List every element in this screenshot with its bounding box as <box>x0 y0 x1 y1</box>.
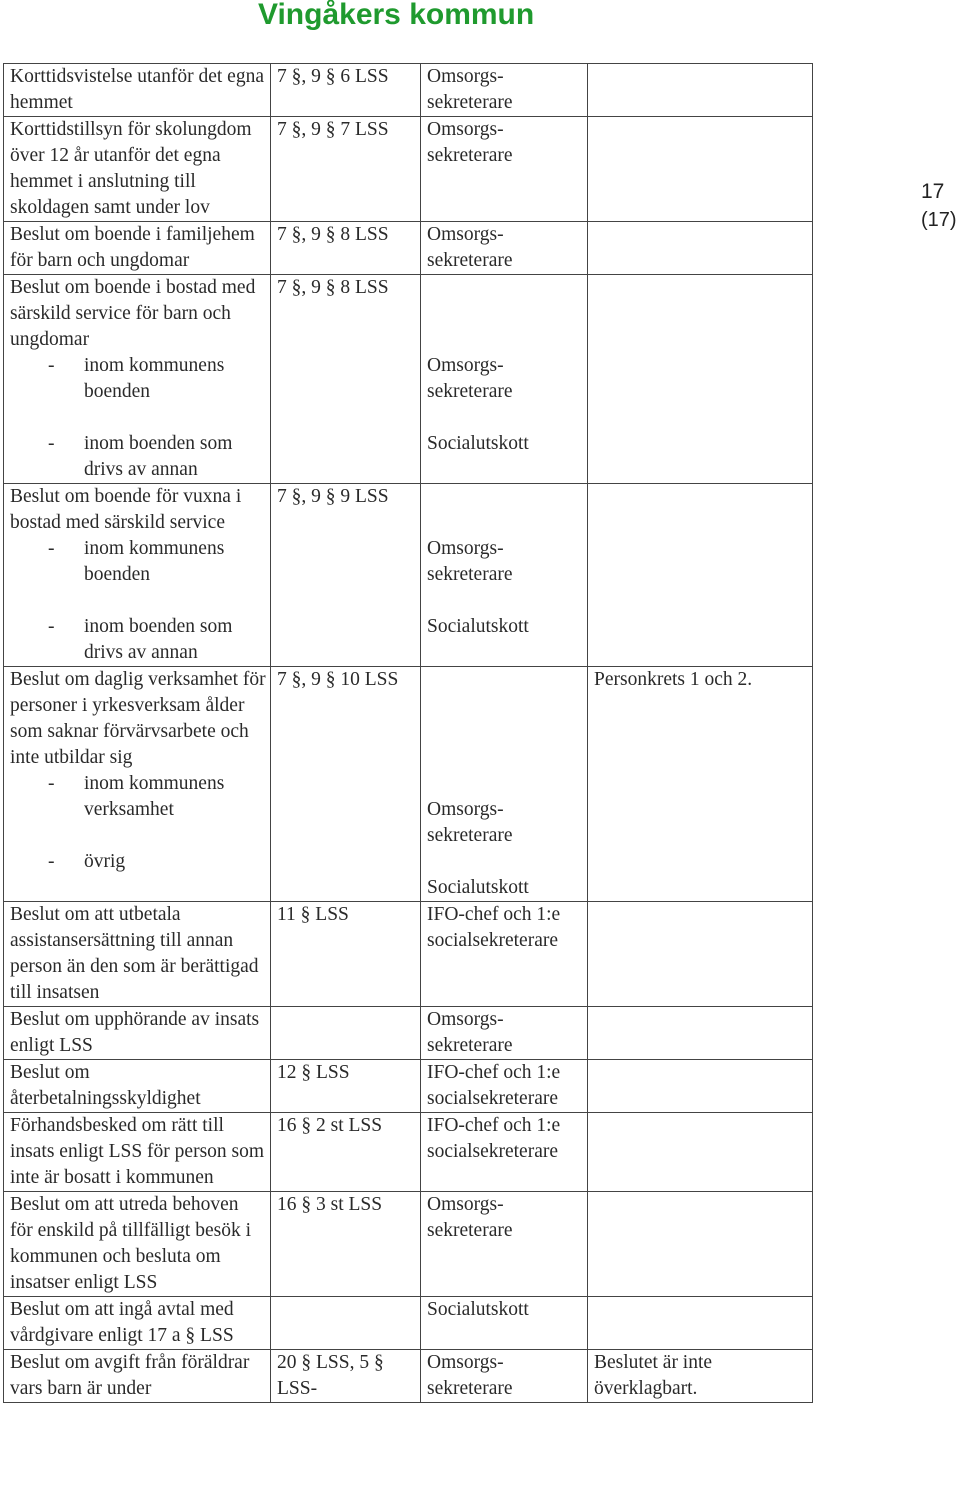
table-row <box>4 484 813 667</box>
delegate: IFO-chef och 1:e <box>427 1115 561 1136</box>
note-cell <box>588 64 813 117</box>
law-reference-cell <box>271 64 421 117</box>
delegate-cell <box>421 275 588 484</box>
decision-text: Beslut om avgift från föräldrar vars barn är under <box>10 1352 250 1399</box>
law-reference: 7 §, 9 § 6 LSS <box>277 66 389 87</box>
municipality-header: Vingåkers kommun <box>258 0 535 31</box>
note: Personkrets 1 och 2. <box>594 669 753 690</box>
note: överklagbart. <box>594 1378 698 1399</box>
delegate: Omsorgs- <box>427 355 504 376</box>
delegate <box>427 745 583 771</box>
law-reference: 7 §, 9 § 10 LSS <box>277 669 399 690</box>
law-reference: 7 §, 9 § 8 LSS <box>277 277 389 298</box>
sub-item <box>10 614 266 666</box>
note-cell <box>588 667 813 902</box>
note <box>594 1297 808 1323</box>
delegate-cell <box>421 902 588 1007</box>
law-reference-cell <box>271 1060 421 1113</box>
law-reference-cell <box>271 1007 421 1060</box>
sub-item <box>10 536 266 588</box>
delegate-cell <box>421 222 588 275</box>
sub-item-text: övrig <box>84 851 126 872</box>
bullet-dash <box>10 405 84 431</box>
law-reference-cell <box>271 902 421 1007</box>
delegate: socialsekreterare <box>427 1088 558 1109</box>
delegate: IFO-chef och 1:e <box>427 1062 561 1083</box>
note-cell <box>588 1350 813 1403</box>
table-row <box>4 222 813 275</box>
delegate: Omsorgs- <box>427 799 504 820</box>
sub-item <box>10 588 266 614</box>
decision-text: Korttidstillsyn för skolungdom över 12 år utanför det egna hemmet i anslutning till skoldagen samt under lov <box>10 119 252 218</box>
table-row <box>4 117 813 222</box>
delegate-cell <box>421 1192 588 1297</box>
delegate <box>427 510 583 536</box>
law-reference-cell <box>271 1113 421 1192</box>
sub-item <box>10 771 266 823</box>
note-cell <box>588 1192 813 1297</box>
delegate <box>427 405 583 431</box>
note <box>594 484 808 510</box>
decision-cell <box>4 484 271 667</box>
decision-cell <box>4 1192 271 1297</box>
delegate: sekreterare <box>427 1220 513 1241</box>
note-cell <box>588 484 813 667</box>
law-reference-cell <box>271 117 421 222</box>
delegate-cell <box>421 1113 588 1192</box>
bullet-dash: - <box>48 538 55 559</box>
law-reference <box>277 1297 416 1323</box>
law-reference-cell <box>271 667 421 902</box>
delegate: Socialutskott <box>427 1299 529 1320</box>
delegate-cell <box>421 1297 588 1350</box>
note-cell <box>588 117 813 222</box>
sub-item-text: inom boenden som drivs av annan <box>84 616 233 663</box>
table-row <box>4 1007 813 1060</box>
delegate <box>427 484 583 510</box>
law-reference-cell <box>271 1297 421 1350</box>
delegate <box>427 771 583 797</box>
law-reference: LSS- <box>277 1378 318 1399</box>
delegate-cell <box>421 1350 588 1403</box>
delegate <box>427 275 583 301</box>
delegate <box>427 327 583 353</box>
delegate: sekreterare <box>427 1378 513 1399</box>
note-cell <box>588 1060 813 1113</box>
decision-cell <box>4 1060 271 1113</box>
delegate: Omsorgs- <box>427 224 504 245</box>
delegate: Omsorgs- <box>427 1009 504 1030</box>
table-row <box>4 1297 813 1350</box>
law-reference-cell <box>271 275 421 484</box>
decision-text: Beslut om boende i familjehem för barn och ungdomar <box>10 224 255 271</box>
decision-cell <box>4 1007 271 1060</box>
delegate-cell <box>421 1007 588 1060</box>
law-reference: 20 § LSS, 5 § <box>277 1352 384 1373</box>
note <box>594 1192 808 1218</box>
delegate <box>427 849 583 875</box>
delegate: Socialutskott <box>427 877 529 898</box>
table-row <box>4 1350 813 1403</box>
delegate: socialsekreterare <box>427 1141 558 1162</box>
law-reference-cell <box>271 484 421 667</box>
decision-text: Beslut om att ingå avtal med vårdgivare enligt 17 a § LSS <box>10 1299 234 1346</box>
delegate: sekreterare <box>427 564 513 585</box>
note <box>594 222 808 248</box>
sub-item-text <box>84 823 266 849</box>
decision-text: Beslut om daglig verksamhet för personer i yrkesverksam ålder som saknar förvärvsarbete och inte utbildar sig <box>10 669 266 768</box>
delegate-cell <box>421 64 588 117</box>
table-row <box>4 902 813 1007</box>
delegate: sekreterare <box>427 92 513 113</box>
sub-item-text <box>84 588 266 614</box>
table-row <box>4 667 813 902</box>
law-reference: 12 § LSS <box>277 1062 350 1083</box>
sub-item <box>10 823 266 849</box>
note <box>594 275 808 301</box>
law-reference-cell <box>271 1350 421 1403</box>
sub-item <box>10 405 266 431</box>
note-cell <box>588 1297 813 1350</box>
bullet-dash: - <box>48 773 55 794</box>
sub-item-text: inom kommunens boenden <box>84 538 225 585</box>
law-reference: 7 §, 9 § 9 LSS <box>277 486 389 507</box>
delegate: Omsorgs- <box>427 538 504 559</box>
bullet-dash: - <box>48 851 55 872</box>
sub-item <box>10 849 266 875</box>
decision-text: Beslut om återbetalningsskyldighet <box>10 1062 201 1109</box>
law-reference: 16 § 3 st LSS <box>277 1194 383 1215</box>
note <box>594 64 808 90</box>
note <box>594 1113 808 1139</box>
delegate: socialsekreterare <box>427 930 558 951</box>
page-number: 17 <box>921 180 945 203</box>
decision-cell <box>4 222 271 275</box>
decision-text: Beslut om att utbetala assistansersättning till annan person än den som är berättigad till insatsen <box>10 904 259 1003</box>
delegate-cell <box>421 117 588 222</box>
table-row <box>4 275 813 484</box>
bullet-dash: - <box>48 616 55 637</box>
decision-text: Förhandsbesked om rätt till insats enligt LSS för person som inte är bosatt i kommunen <box>10 1115 265 1188</box>
delegate <box>427 667 583 693</box>
delegate: Socialutskott <box>427 616 529 637</box>
note-cell <box>588 1113 813 1192</box>
delegate <box>427 588 583 614</box>
delegate: Omsorgs- <box>427 1194 504 1215</box>
table-row <box>4 64 813 117</box>
law-reference <box>277 1007 416 1033</box>
note <box>594 1060 808 1086</box>
decision-cell <box>4 902 271 1007</box>
table-row <box>4 1060 813 1113</box>
bullet-dash <box>10 588 84 614</box>
sub-item <box>10 431 266 483</box>
sub-item-text: inom kommunens boenden <box>84 355 225 402</box>
decision-text: Beslut om upphörande av insats enligt LSS <box>10 1009 260 1056</box>
note-cell <box>588 902 813 1007</box>
sub-item-text: inom kommunens verksamhet <box>84 773 225 820</box>
law-reference: 7 §, 9 § 7 LSS <box>277 119 389 140</box>
decision-cell <box>4 117 271 222</box>
delegate: sekreterare <box>427 250 513 271</box>
delegate <box>427 693 583 719</box>
decision-text: Beslut om boende i bostad med särskild service för barn och ungdomar <box>10 277 256 350</box>
law-reference: 16 § 2 st LSS <box>277 1115 383 1136</box>
delegate: Omsorgs- <box>427 119 504 140</box>
decision-text: Beslut om boende för vuxna i bostad med särskild service <box>10 486 242 533</box>
note <box>594 117 808 143</box>
law-reference-cell <box>271 1192 421 1297</box>
note-cell <box>588 1007 813 1060</box>
delegate-cell <box>421 667 588 902</box>
delegate <box>427 719 583 745</box>
sub-item <box>10 353 266 405</box>
delegate: sekreterare <box>427 145 513 166</box>
decision-cell <box>4 667 271 902</box>
sub-item-text <box>84 405 266 431</box>
decision-cell <box>4 275 271 484</box>
bullet-dash <box>10 823 84 849</box>
delegate-cell <box>421 1060 588 1113</box>
note-cell <box>588 222 813 275</box>
law-reference: 7 §, 9 § 8 LSS <box>277 224 389 245</box>
delegate: Socialutskott <box>427 433 529 454</box>
note-cell <box>588 275 813 484</box>
delegate: IFO-chef och 1:e <box>427 904 561 925</box>
law-reference-cell <box>271 222 421 275</box>
decision-cell <box>4 1350 271 1403</box>
decision-text: Beslut om att utreda behoven för enskild på tillfälligt besök i kommunen och besluta om insatser enligt LSS <box>10 1194 251 1293</box>
delegate: Omsorgs- <box>427 1352 504 1373</box>
law-reference: 11 § LSS <box>277 904 349 925</box>
note <box>594 1007 808 1033</box>
note: Beslutet är inte <box>594 1352 713 1373</box>
decision-cell <box>4 64 271 117</box>
delegate-cell <box>421 484 588 667</box>
sub-item-text: inom boenden som drivs av annan <box>84 433 233 480</box>
table-row <box>4 1192 813 1297</box>
bullet-dash: - <box>48 433 55 454</box>
note <box>594 902 808 928</box>
table-row <box>4 1113 813 1192</box>
delegation-table <box>3 63 813 1403</box>
decision-cell <box>4 1113 271 1192</box>
decision-cell <box>4 1297 271 1350</box>
delegate: sekreterare <box>427 825 513 846</box>
page-total: (17) <box>921 209 957 231</box>
delegate: sekreterare <box>427 1035 513 1056</box>
bullet-dash: - <box>48 355 55 376</box>
delegate: sekreterare <box>427 381 513 402</box>
decision-text: Korttidsvistelse utanför det egna hemmet <box>10 66 264 113</box>
delegate <box>427 301 583 327</box>
delegate: Omsorgs- <box>427 66 504 87</box>
